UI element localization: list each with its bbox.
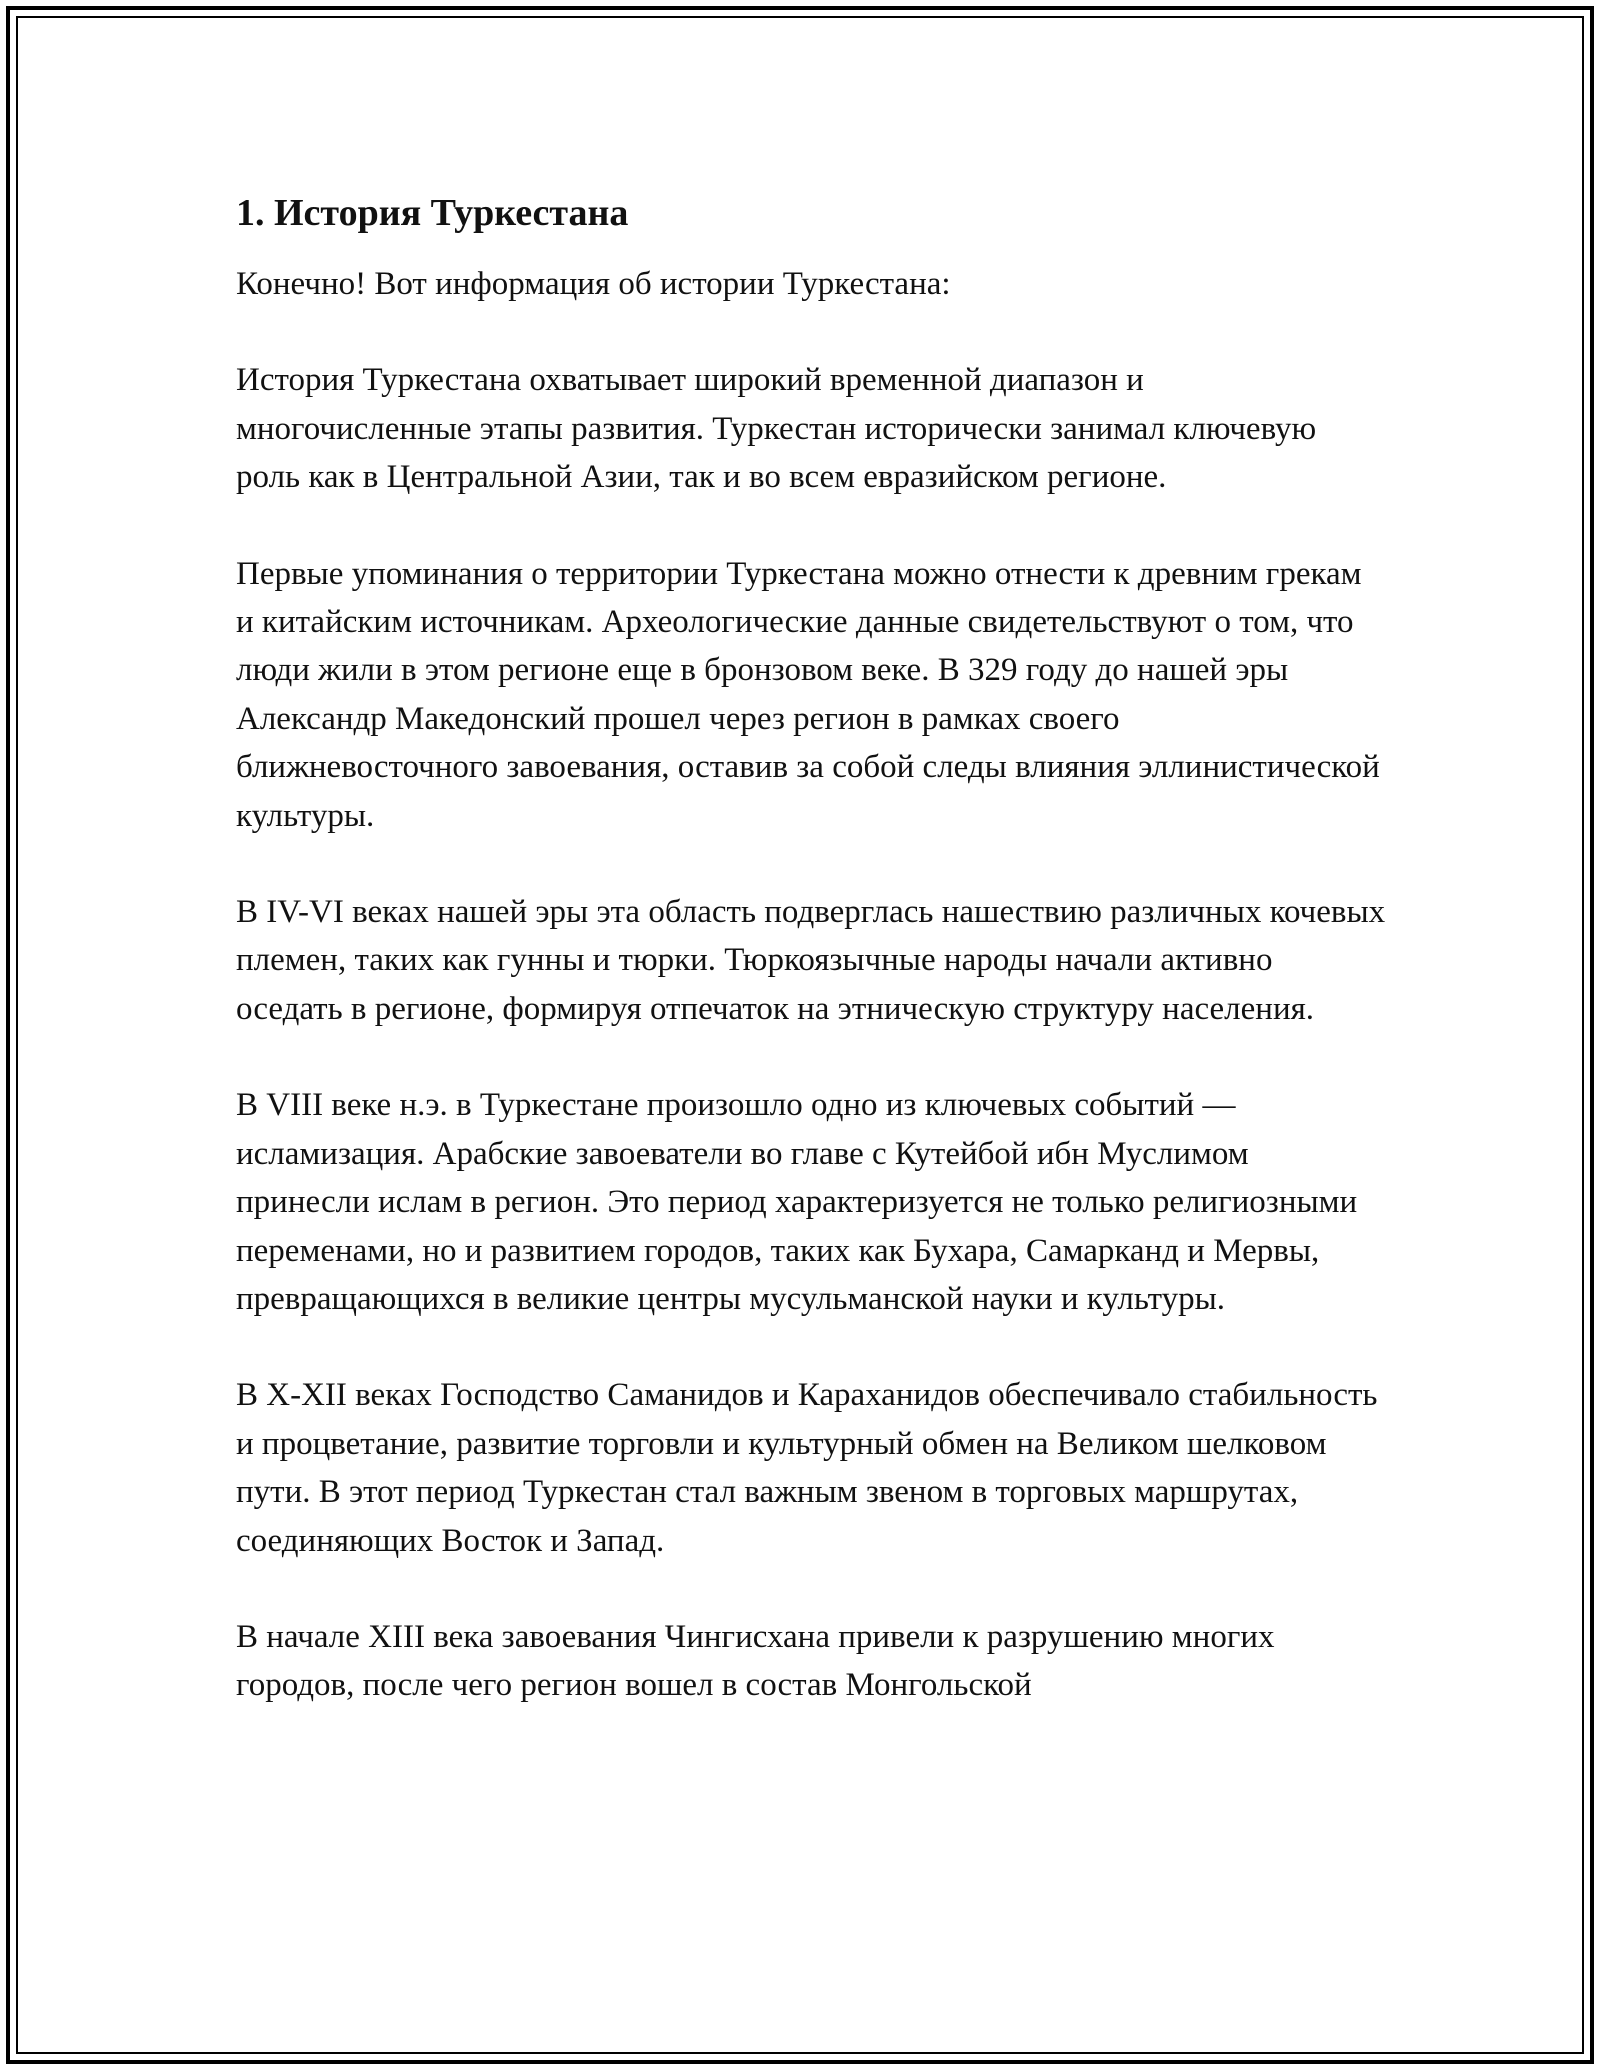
paragraph-5: В X-XII веках Господство Саманидов и Караханидов обеспечивало стабильность и процветание, развитие торговли и культурный обмен на Великом шелковом пути. В этот период Туркестан стал важным звеном в торговых маршрутах, соединяющих Восток и Запад.	[236, 1377, 1378, 1559]
paragraph-4: В VIII веке н.э. в Туркестане произошло одно из ключевых событий — исламизация. Арабские завоеватели во главе с Кутейбой ибн Муслимом принесли ислам в регион. Это период характеризуется не только религиозными переменами, но и развитием городов, таких как Бухара, Самарканд и Мервы, превращающихся в великие центры мусульманской науки и культуры.	[236, 1087, 1358, 1317]
paragraph-1: История Туркестана охватывает широкий временной диапазон и многочисленные этапы развития. Туркестан исторически занимал ключевую роль как в Центральной Азии, так и во всем евразийском регионе.	[236, 362, 1317, 496]
intro-paragraph: Конечно! Вот информация об истории Туркестана:	[236, 266, 951, 302]
paragraph-3: В IV-VI веках нашей эры эта область подверглась нашествию различных кочевых племен, таких как гунны и тюрки. Тюркоязычные народы начали активно оседать в регионе, формируя отпечаток на этническую структуру населения.	[236, 894, 1386, 1027]
page-title: 1. История Туркестана	[236, 192, 629, 234]
paragraph-2: Первые упоминания о территории Туркестана можно отнести к древним грекам и китайским источникам. Археологические данные свидетельствуют о том, что люди жили в этом регионе еще в бронзовом веке. В 329 году до нашей эры Александр Македонский прошел через регион в рамках своего ближневосточного завоевания, оставив за собой следы влияния эллинистической культуры.	[236, 555, 1380, 834]
paragraph-6: В начале XIII века завоевания Чингисхана привели к разрушению многих городов, после чего регион вошел в состав Монгольской	[236, 1618, 1275, 1704]
document-body	[236, 188, 1386, 1758]
